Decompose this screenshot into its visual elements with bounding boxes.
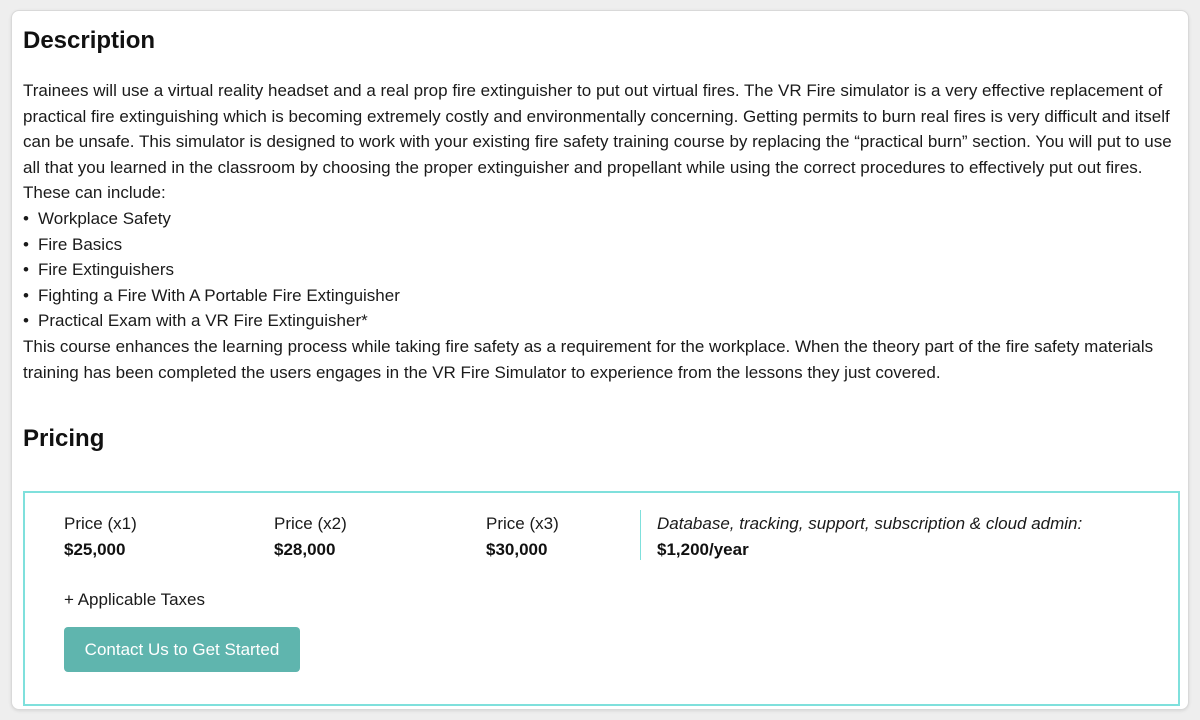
subscription-label: Database, tracking, support, subscription & cloud admin:: [657, 514, 1083, 533]
price-tier-3: [486, 511, 559, 562]
list-item: [23, 206, 1183, 232]
list-item-label: Fire Extinguishers: [38, 260, 175, 280]
list-item: [23, 283, 1183, 309]
price-tier-2: [274, 511, 347, 562]
list-item-label: Workplace Safety: [38, 209, 171, 228]
list-item: [23, 257, 1183, 283]
bullet-icon: •: [23, 285, 29, 305]
price-tier-value: $28,000: [274, 539, 336, 559]
list-item: [23, 308, 1183, 334]
list-item-label: Fire Basics: [38, 234, 123, 254]
pricing-box: [23, 491, 1180, 706]
bullet-icon: •: [23, 260, 29, 280]
subscription-value: $1,200/year: [657, 539, 749, 559]
bullet-icon: •: [23, 311, 29, 331]
list-item: [23, 232, 1183, 258]
price-tier-label: Price (x2): [274, 514, 347, 533]
description-closing: This course enhances the learning process while taking fire safety as a requirement for the workplace. When the theory part of the fire safety materials training has been completed the users engages in the VR Fire Simulator to experience from the lessons they just covered.: [23, 337, 1154, 382]
bullet-icon: •: [23, 234, 29, 254]
price-tier-value: $25,000: [64, 539, 126, 559]
price-tier-label: Price (x1): [64, 514, 137, 533]
list-item-label: Practical Exam with a VR Fire Extinguisher*: [38, 311, 368, 331]
pricing-divider: [640, 510, 641, 560]
topic-list: [23, 206, 1183, 334]
taxes-note: + Applicable Taxes: [64, 590, 205, 609]
price-tier-label: Price (x3): [486, 514, 559, 533]
subscription-price: [657, 511, 1082, 562]
bullet-icon: •: [23, 209, 29, 228]
price-tier-value: $30,000: [486, 539, 548, 559]
list-item-label: Fighting a Fire With A Portable Fire Extinguisher: [38, 285, 400, 305]
contact-us-button[interactable]: Contact Us to Get Started: [64, 627, 300, 672]
pricing-heading: Pricing: [23, 425, 105, 452]
price-tier-1: [64, 511, 137, 562]
product-card: [11, 10, 1189, 710]
description-intro: Trainees will use a virtual reality headset and a real prop fire extinguisher to put out virtual fires. The VR Fire simulator is a very effective replacement of practical fire extinguishing which is becoming extremely costly and environmentally concerning. Getting permits to burn real fires is very difficult and itself can be unsafe. This simulator is designed to work with your existing fire safety training course by replacing the “practical burn” section. You will put to use all that you learned in the classroom by choosing the proper extinguisher and propellant while using the correct procedures to effectively put out fires. These can include:: [23, 81, 1172, 203]
description-heading: Description: [23, 27, 156, 54]
